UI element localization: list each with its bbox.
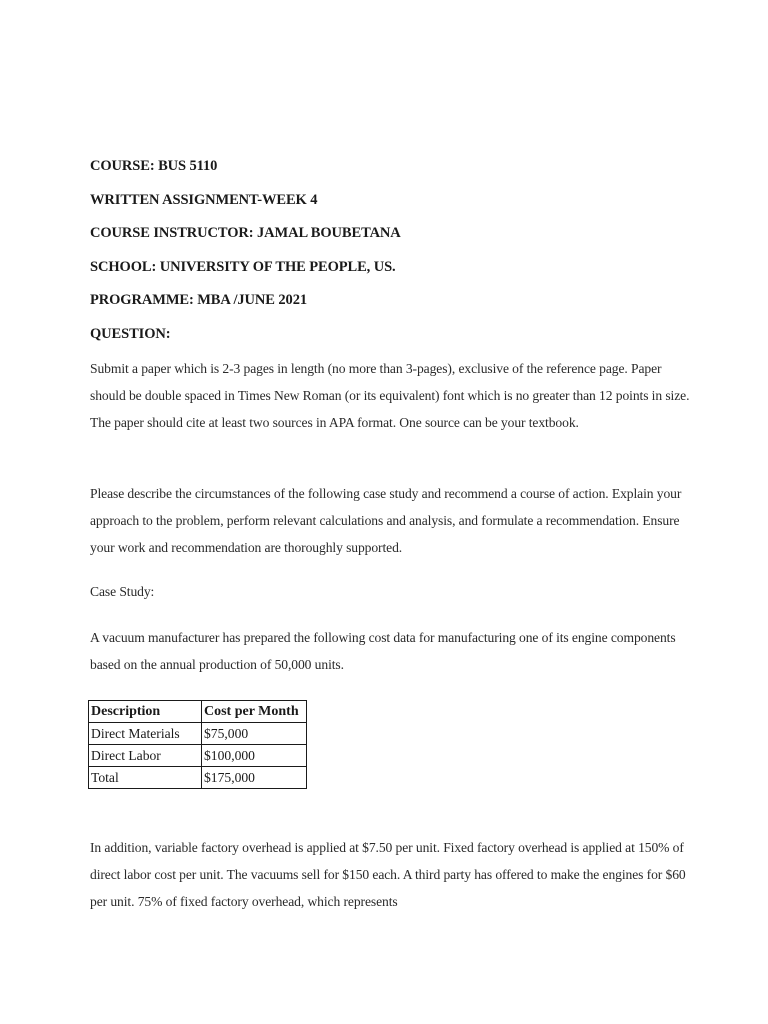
table-header-cost: Cost per Month (202, 701, 307, 723)
course-heading: COURSE: BUS 5110 (90, 158, 218, 174)
case-description-paragraph: Please describe the circumstances of the following case study and recommend a course of action. Explain your approach to the problem, perform relevant calculations and analysis, and formulate a recommendation. Ensure your work and recommendation are thoroughly supported. (90, 486, 682, 555)
table-cell-cost: $175,000 (202, 767, 307, 789)
case-study-label: Case Study: (90, 584, 155, 599)
table-row (89, 745, 307, 767)
assignment-heading: WRITTEN ASSIGNMENT-WEEK 4 (90, 192, 318, 208)
overhead-paragraph: In addition, variable factory overhead is applied at $7.50 per unit. Fixed factory overhead is applied at 150% of direct labor cost per unit. The vacuums sell for $150 each. A third party has offered to make the engines for $60 per unit. 75% of fixed factory overhead, which represents (90, 840, 686, 909)
question-heading: QUESTION: (90, 326, 171, 342)
cost-data-intro-paragraph: A vacuum manufacturer has prepared the following cost data for manufacturing one of its engine components based on the annual production of 50,000 units. (90, 630, 676, 672)
programme-heading: PROGRAMME: MBA /JUNE 2021 (90, 292, 307, 308)
school-heading: SCHOOL: UNIVERSITY OF THE PEOPLE, US. (90, 259, 396, 275)
table-header-description: Description (89, 701, 202, 723)
instructions-paragraph: Submit a paper which is 2-3 pages in length (no more than 3-pages), exclusive of the reference page. Paper should be double spaced in Times New Roman (or its equivalent) font which is no greater than 12 points in size. The paper should cite at least two sources in APA format. One source can be your textbook. (90, 361, 690, 430)
table-row (89, 723, 307, 745)
table-row (89, 767, 307, 789)
table-header-row (89, 701, 307, 723)
table-cell-description: Direct Materials (89, 723, 202, 745)
table-cell-description: Total (89, 767, 202, 789)
table-cell-description: Direct Labor (89, 745, 202, 767)
instructor-heading: COURSE INSTRUCTOR: JAMAL BOUBETANA (90, 225, 401, 241)
table-cell-cost: $100,000 (202, 745, 307, 767)
cost-table (88, 700, 307, 789)
table-cell-cost: $75,000 (202, 723, 307, 745)
